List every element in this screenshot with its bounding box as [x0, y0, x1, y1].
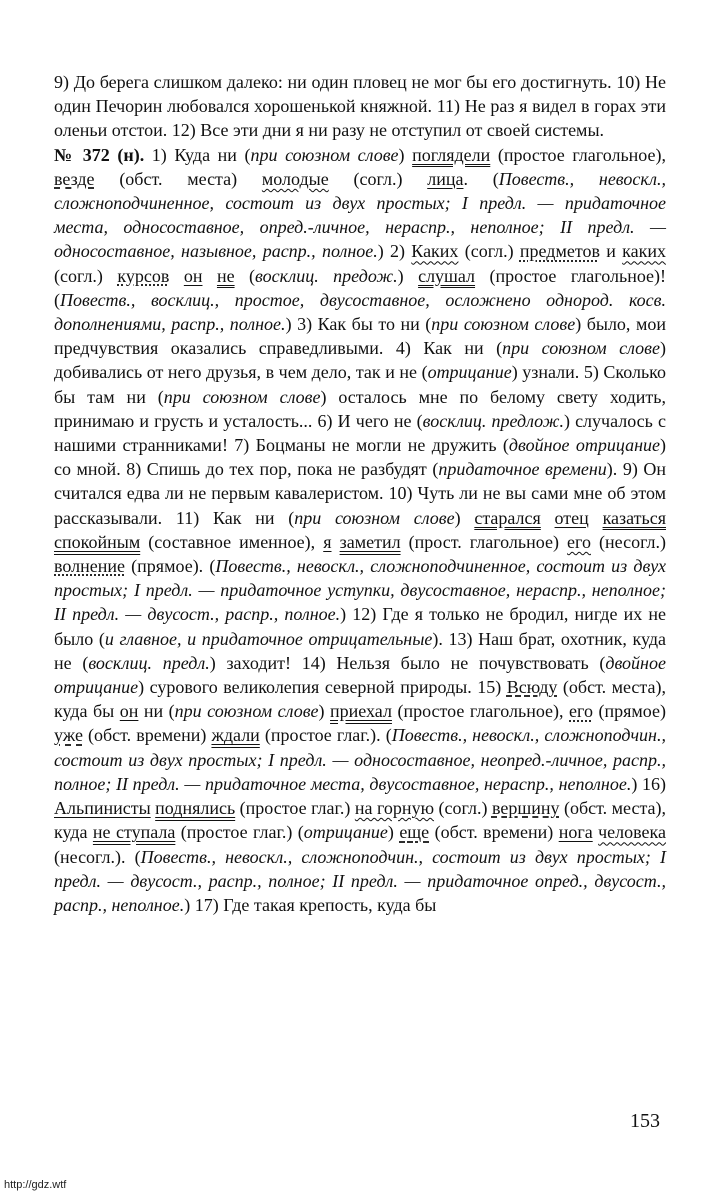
- adverbial-word: везде: [54, 168, 95, 189]
- text-run: ) 2): [377, 241, 412, 262]
- text-run: (простое глагольное)! (: [54, 265, 667, 310]
- object-word: курсов: [117, 265, 170, 286]
- grammar-note: при союзном слове: [163, 386, 321, 407]
- text-run: [332, 532, 340, 552]
- text-run: ни (: [138, 701, 175, 722]
- footer-link[interactable]: http://gdz.wtf: [4, 1179, 67, 1191]
- page-number: 153: [630, 1110, 660, 1132]
- analysis-note: Повеств., восклиц., простое, двусоставное, осложнено однород. косв. дополнениями, распр., полное.: [54, 289, 666, 335]
- text-run: (прямое): [592, 701, 666, 722]
- text-run: (простое глаг.) (: [175, 822, 304, 843]
- text-run: ). 9) Он считался едва ли не первым кавалеристом. 10) Чуть ли не вы сами мне об этом рассказывали. 11) Как ни (: [54, 459, 667, 528]
- attribute-word: Каких: [411, 241, 459, 262]
- subject-word: нога: [558, 822, 593, 843]
- page-body: [54, 70, 666, 917]
- text-run: (простое глагольное),: [490, 144, 667, 165]
- predicate-word: заметил: [339, 531, 401, 552]
- grammar-note: при союзном слове: [174, 701, 319, 722]
- grammar-note: отрицание: [427, 362, 512, 383]
- grammar-note: при союзном слове: [502, 338, 660, 359]
- text-run: (составное именное),: [140, 531, 324, 552]
- grammar-note: восклиц. предож.: [255, 265, 398, 286]
- attribute-word: его: [567, 531, 591, 552]
- text-run: ): [397, 265, 419, 286]
- grammar-note: придаточное времени: [438, 459, 607, 480]
- grammar-note: восклиц. предл.: [88, 652, 210, 673]
- adverbial-word: уже: [54, 725, 83, 746]
- grammar-note: при союзном слове: [431, 314, 576, 335]
- object-word: волнение: [54, 556, 125, 577]
- text-run: [202, 266, 216, 286]
- grammar-note: восклиц. предлож.: [422, 410, 564, 431]
- text-run: ) 16): [631, 773, 666, 794]
- text-run: ) со мной. 8) Спишь до тех пор, пока не разбудят (: [54, 435, 666, 480]
- subject-word: он: [119, 701, 139, 722]
- attribute-word: каких: [622, 241, 666, 262]
- text-run: ) 3) Как бы то ни (: [285, 314, 432, 335]
- paragraph-intro: 9) До берега слишком далеко: ни один пловец не мог бы его достигнуть. 10) Не один Печорин любовался хорошенькой княжной. 11) Не раз я видел в горах эти оленьи отстои. 12) Все эти дни я ни разу не отступил от своей системы.: [54, 72, 666, 141]
- adverbial-word: вершину: [491, 798, 560, 819]
- text-run: ). 13) Наш брат, охотник, куда не (: [54, 628, 667, 673]
- grammar-note: двойное отрицание: [508, 435, 660, 456]
- text-run: (простое глаг.): [235, 798, 355, 819]
- text-run: ) сурового великолепия северной природы. 15): [138, 677, 507, 698]
- text-run: ) 17) Где такая крепость, куда бы: [184, 894, 437, 915]
- text-run: (простое глагольное),: [391, 701, 570, 722]
- analysis-note: Повеств., невоскл., сложноподчин., состоит из двух простых; I предл. — двусост., распр., полное; II предл. — придаточное опред., двусост., распр., неполное.: [54, 846, 666, 915]
- text-run: [589, 508, 603, 528]
- predicate-word: приехал: [330, 701, 392, 722]
- attribute-word: на горную: [354, 798, 435, 819]
- text-run: ) узнали. 5) Сколько бы там ни (: [54, 362, 666, 407]
- text-run: (прямое). (: [125, 556, 216, 577]
- text-run: (согл.): [434, 798, 492, 819]
- text-run: (несогл.): [590, 531, 667, 552]
- adverbial-word: еще: [399, 822, 430, 843]
- predicate-word: ждали: [211, 725, 260, 746]
- text-run: ) случалось с нашими странниками! 7) Боцманы не могли не дружить (: [54, 410, 666, 456]
- text-run: (прост. глагольное): [400, 531, 568, 552]
- paragraph-task-372: [54, 143, 666, 918]
- text-run: ) добивались от него друзья, в чем дело, так и не (: [54, 338, 666, 383]
- analysis-note: Повеств., невоскл., сложноподчиненное, состоит из двух простых; I предл. — придаточное уступки, двусоставное, нераспр., неполное; II предл. — двусост., распр., полное.: [54, 556, 666, 625]
- predicate-word: слушал: [418, 265, 476, 286]
- text-run: (обст. места): [94, 168, 262, 189]
- text-run: (несогл.). (: [54, 846, 141, 867]
- grammar-note: при союзном слове: [294, 507, 455, 528]
- grammar-note: при союзном слове: [250, 144, 399, 165]
- attribute-word: молодые: [261, 168, 329, 189]
- text-run: (согл.): [54, 265, 118, 286]
- subject-word: Альпинисты: [54, 798, 151, 819]
- analysis-note: Повеств., невоскл., сложноподчин., состоит из двух простых; I предл. — односоставное, неопред.-личное, распр., полное; II предл. — придаточное места, двусоставное, нераспр., неполное.: [54, 725, 666, 794]
- predicate-word: не: [216, 265, 235, 286]
- text-run: ): [398, 144, 413, 165]
- text-run: (: [234, 265, 256, 286]
- predicate-word: не ступала: [92, 822, 176, 843]
- predicate-word: поднялись: [155, 798, 236, 819]
- text-run: (обст. времени): [429, 822, 559, 843]
- subject-word: отец: [554, 507, 589, 528]
- subject-word: лица: [427, 168, 464, 189]
- analysis-note: Повеств., невоскл., сложноподчиненное, состоит из двух простых; I предл. — придаточное места, односоставное, опред.-личное, нераспр., неполное; II предл. — односоставное, назывное, распр., полное.: [54, 168, 666, 262]
- grammar-note: отрицание: [303, 822, 388, 843]
- text-run: [541, 508, 555, 528]
- object-word: предметов: [519, 241, 600, 262]
- object-word: его: [569, 701, 593, 722]
- text-run: ): [318, 701, 331, 722]
- subject-word: я: [323, 531, 332, 552]
- predicate-word: старался: [474, 507, 541, 528]
- text-run: (согл.): [328, 168, 428, 189]
- text-run: . (: [463, 168, 499, 189]
- predicate-word: казаться спокойным: [54, 507, 667, 552]
- text-run: ) было, мои предчувствия оказались справедливыми. 4) Как ни (: [54, 314, 666, 359]
- text-run: (простое глаг.). (: [259, 725, 392, 746]
- predicate-word: поглядели: [412, 144, 491, 165]
- text-run: ) осталось мне по белому свету ходить, принимаю и грусть и усталость... 6) И чего не (: [54, 386, 666, 431]
- text-run: 1) Куда ни (: [144, 144, 251, 165]
- task-number: № 372 (н).: [54, 144, 145, 165]
- text-run: ) заходит! 14) Нельзя было не почувствовать (: [209, 652, 606, 673]
- text-run: (обст. времени): [82, 725, 212, 746]
- attribute-word: человека: [598, 822, 666, 843]
- text-run: и: [599, 241, 623, 262]
- adverbial-word: Всюду: [506, 677, 558, 698]
- text-run: ) 12) Где я только не бродил, нигде их не было (: [54, 604, 666, 649]
- text-run: (обст. места), куда бы: [54, 677, 666, 722]
- text-run: [169, 266, 183, 286]
- subject-word: он: [183, 265, 203, 286]
- text-run: (обст. места), куда: [54, 798, 667, 843]
- text-run: ): [387, 822, 400, 843]
- text-run: (согл.): [458, 241, 520, 262]
- grammar-note: и главное, и придаточное отрицательные: [104, 628, 433, 649]
- grammar-note: двойное отрицание: [54, 652, 666, 698]
- text-run: ): [454, 507, 475, 528]
